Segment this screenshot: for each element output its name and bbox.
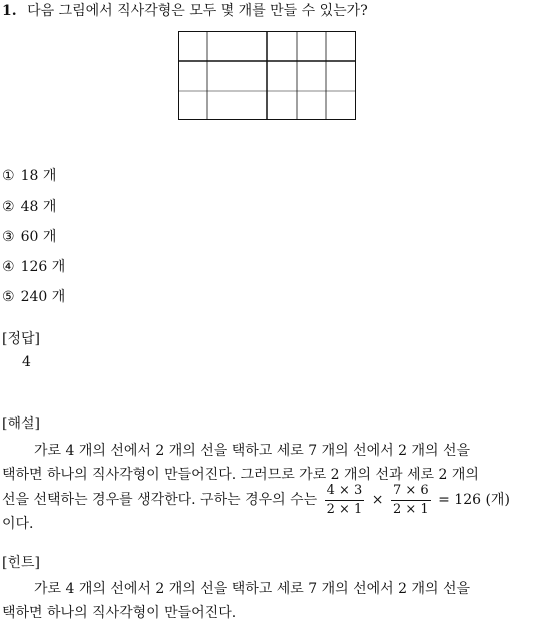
option-marker: ⑤ [2, 289, 15, 305]
question-text: 다음 그림에서 직사각형은 모두 몇 개를 만들 수 있는가? [27, 3, 368, 19]
fraction [391, 483, 431, 518]
option-text: 240 개 [20, 289, 66, 305]
fraction-denominator: 2 × 1 [392, 501, 429, 517]
answer-value: 4 [22, 354, 31, 370]
formula-result: = 126 (개) [438, 492, 510, 508]
question-number: 1. [2, 3, 17, 19]
explanation-text: 선을 선택하는 경우를 생각한다. 구하는 경우의 수는 [2, 492, 318, 508]
rectangle-grid-figure [178, 31, 356, 120]
option-marker: ③ [2, 229, 15, 245]
option-text: 60 개 [20, 229, 57, 245]
explanation-label: [해설] [2, 416, 40, 432]
option-1[interactable] [2, 165, 56, 185]
times-sign: × [371, 492, 384, 508]
explanation-line: 가로 4 개의 선에서 2 개의 선을 택하고 세로 7 개의 선에서 2 개의 선을 [34, 443, 471, 459]
fraction-numerator: 7 × 6 [391, 483, 431, 501]
explanation-line: 이다. [2, 516, 34, 532]
option-5[interactable] [2, 286, 65, 306]
option-2[interactable] [2, 196, 56, 216]
explanation-line: 택하면 하나의 직사각형이 만들어진다. 그러므로 가로 2 개의 선과 세로 2 개의 [2, 467, 479, 483]
option-3[interactable] [2, 226, 56, 246]
option-marker: ① [2, 168, 15, 184]
option-4[interactable] [2, 256, 65, 276]
option-text: 48 개 [20, 199, 57, 215]
hint-line: 가로 4 개의 선에서 2 개의 선을 택하고 세로 7 개의 선에서 2 개의 선을 [34, 581, 471, 597]
question-text-line [2, 0, 368, 20]
answer-label: [정답] [2, 331, 40, 347]
grid-svg [178, 31, 356, 120]
fraction-numerator: 4 × 3 [325, 483, 365, 501]
hint-line: 택하면 하나의 직사각형이 만들어진다. [2, 605, 237, 621]
option-text: 126 개 [20, 259, 66, 275]
option-marker: ④ [2, 259, 15, 275]
hint-label: [힌트] [2, 555, 40, 571]
option-marker: ② [2, 199, 15, 215]
fraction-denominator: 2 × 1 [326, 501, 363, 517]
option-text: 18 개 [20, 168, 57, 184]
explanation-formula-line [2, 480, 510, 520]
fraction [325, 483, 365, 518]
